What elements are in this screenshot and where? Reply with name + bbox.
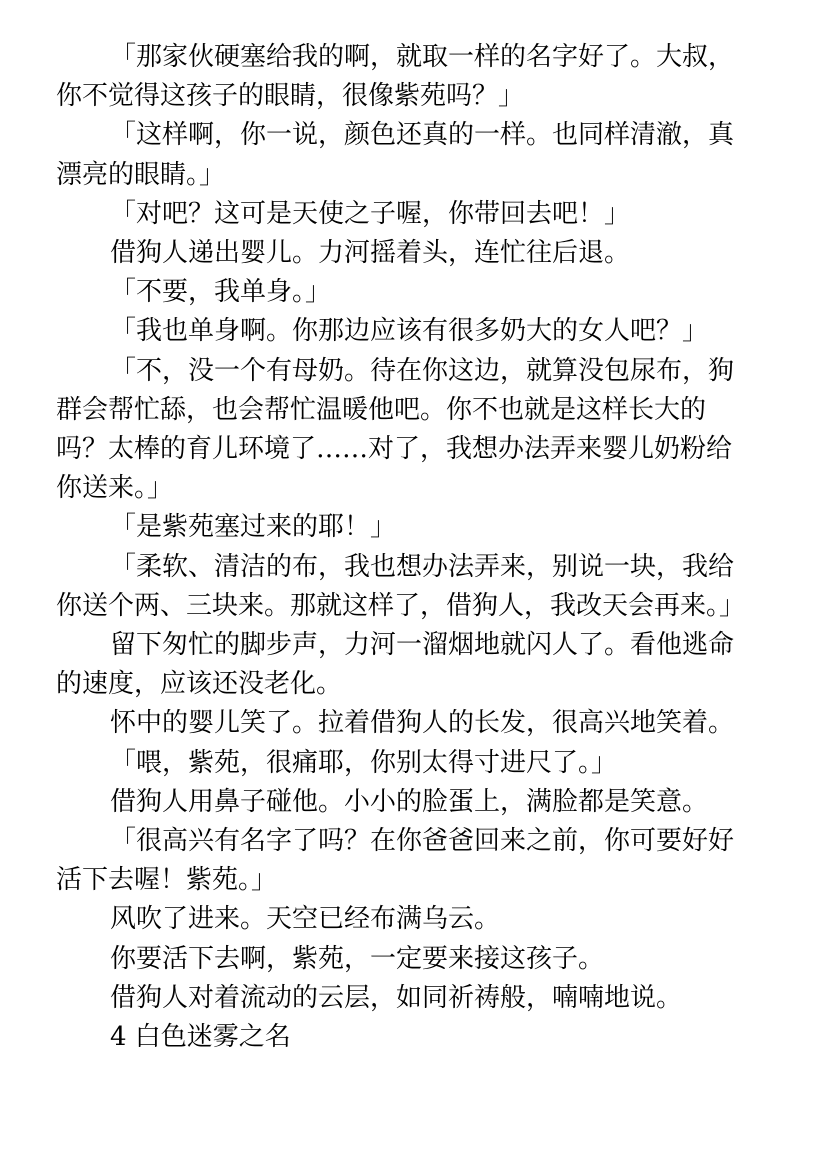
paragraph-9: 「柔软、清洁的布，我也想办法弄来，别说一块，我给你送个两、三块来。那就这样了，借狗人，我改天会再来。」 bbox=[56, 551, 746, 621]
paragraph-12: 「喂，紫苑，很痛耶，你别太得寸进尺了。」 bbox=[110, 747, 618, 778]
paragraph-8: 「是紫苑塞过来的耶！」 bbox=[110, 512, 397, 543]
paragraph-6: 「我也单身啊。你那边应该有很多奶大的女人吧？」 bbox=[110, 316, 709, 347]
paragraph-14: 「很高兴有名字了吗？在你爸爸回来之前，你可要好好活下去喔！紫苑。」 bbox=[56, 826, 735, 896]
paragraph-1: 「那家伙硬塞给我的啊，就取一样的名字好了。大叔，你不觉得这孩子的眼睛，很像紫苑吗？」 bbox=[56, 42, 735, 112]
paragraph-16: 你要活下去啊，紫苑，一定要来接这孩子。 bbox=[110, 943, 605, 974]
paragraph-3: 「对吧？这可是天使之子喔，你带回去吧！」 bbox=[110, 198, 631, 229]
paragraph-7: 「不，没一个有母奶。待在你这边，就算没包尿布，狗群会帮忙舔，也会帮忙温暖他吧。你不也就是这样长大的吗？太棒的育儿环境了……对了，我想办法弄来婴儿奶粉给你送来。」 bbox=[56, 355, 735, 504]
paragraph-10: 留下匆忙的脚步声，力河一溜烟地就闪人了。看他逃命的速度，应该还没老化。 bbox=[56, 630, 735, 700]
document-page bbox=[56, 38, 756, 1057]
paragraph-13: 借狗人用鼻子碰他。小小的脸蛋上，满脸都是笑意。 bbox=[110, 786, 709, 817]
section-heading: 4 白色迷雾之名 bbox=[110, 1022, 291, 1053]
paragraph-11: 怀中的婴儿笑了。拉着借狗人的长发，很高兴地笑着。 bbox=[110, 708, 735, 739]
paragraph-17: 借狗人对着流动的云层，如同祈祷般，喃喃地说。 bbox=[110, 982, 683, 1013]
paragraph-15: 风吹了进来。天空已经布满乌云。 bbox=[110, 904, 501, 935]
paragraph-2: 「这样啊，你一说，颜色还真的一样。也同样清澈，真漂亮的眼睛。」 bbox=[56, 120, 735, 190]
paragraph-5: 「不要，我单身。」 bbox=[110, 277, 332, 308]
paragraph-4: 借狗人递出婴儿。力河摇着头，连忙往后退。 bbox=[110, 238, 631, 269]
